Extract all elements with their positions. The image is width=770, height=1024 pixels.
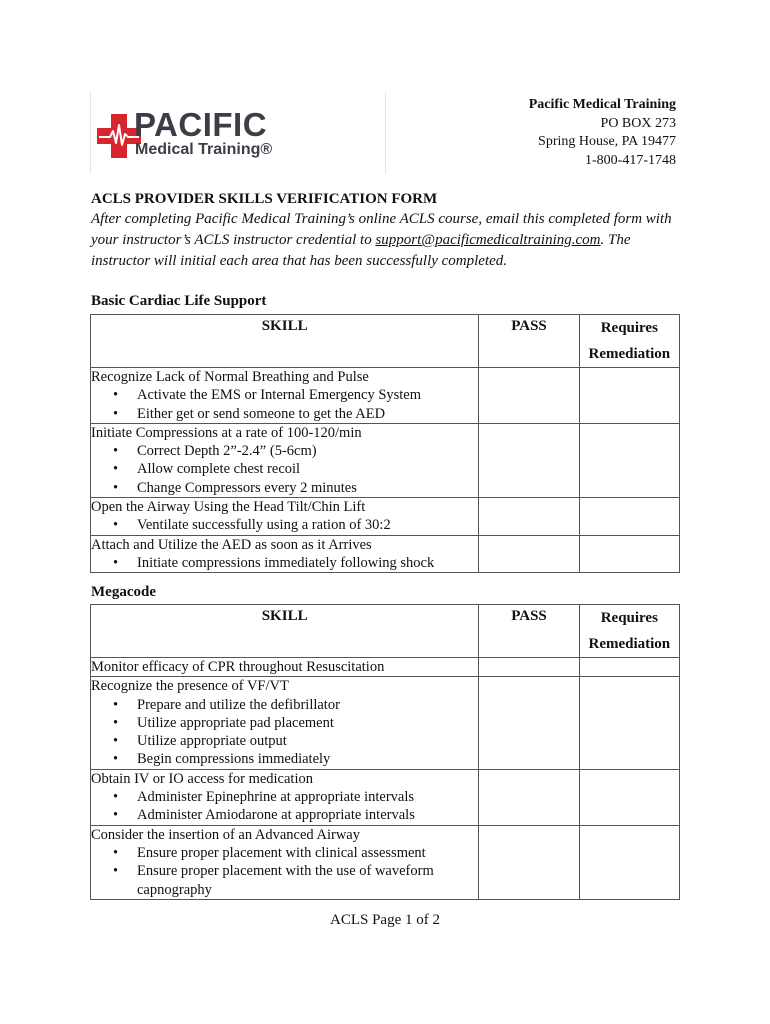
skill-cell [91,769,479,825]
table-row [91,535,680,573]
table-row [91,677,680,769]
skill-cell [91,535,479,573]
skill-bullet: • Ensure proper placement with clinical assessment [91,844,478,862]
skill-bullet: • Utilize appropriate pad placement [91,714,478,732]
skill-cell [91,825,479,899]
skill-bullet: • Utilize appropriate output [91,732,478,750]
remediation-cell[interactable] [579,498,679,536]
section-title-bcls: Basic Cardiac Life Support [91,293,267,309]
form-title: ACLS PROVIDER SKILLS VERIFICATION FORM [91,191,438,207]
section-title-megacode: Megacode [91,584,156,600]
skill-bullet: • Activate the EMS or Internal Emergency System [91,386,478,404]
remediation-column-header: Requires Remediation [579,315,679,368]
page-footer: ACLS Page 1 of 2 [330,912,440,928]
skill-main: Attach and Utilize the AED as soon as it Arrives [91,536,372,553]
skill-bullet: • Administer Amiodarone at appropriate intervals [91,806,478,824]
remediation-cell[interactable] [579,658,679,677]
skill-cell [91,368,479,424]
remediation-cell[interactable] [579,535,679,573]
skill-bullet: • Administer Epinephrine at appropriate intervals [91,788,478,806]
table-row [91,825,680,899]
pass-cell[interactable] [479,677,579,769]
table-row [91,423,680,497]
skill-cell [91,423,479,497]
skill-bullet: • Allow complete chest recoil [91,460,478,478]
bcls-skills-table [90,314,680,573]
skill-main: Initiate Compressions at a rate of 100-120/min [91,424,362,441]
skill-main: Monitor efficacy of CPR throughout Resuscitation [91,659,385,675]
skill-main: Obtain IV or IO access for medication [91,770,313,787]
pass-cell[interactable] [479,535,579,573]
skill-main: Recognize Lack of Normal Breathing and Pulse [91,369,369,385]
table-header-row [91,315,680,368]
remediation-cell[interactable] [579,423,679,497]
po-box: PO BOX 273 [600,115,676,131]
skill-bullet: • Prepare and utilize the defibrillator [91,696,478,714]
skill-bullet: • Either get or send someone to get the AED [91,405,478,423]
skill-main: Consider the insertion of an Advanced Airway [91,826,360,843]
table-row [91,658,680,677]
org-name: Pacific Medical Training [528,97,676,112]
skill-column-header: SKILL [91,605,479,658]
pass-cell[interactable] [479,368,579,424]
pass-column-header: PASS [479,315,579,368]
phone-number: 1-800-417-1748 [585,152,676,168]
remediation-cell[interactable] [579,368,679,424]
table-row [91,498,680,536]
support-email-link[interactable]: support@pacificmedicaltraining.com [375,232,601,248]
form-instructions [91,209,691,272]
skill-column-header: SKILL [91,315,479,368]
remediation-column-header: Requires Remediation [579,605,679,658]
table-row [91,769,680,825]
intro-text-2: . The instructor will initial each area that has been successfully completed. [91,232,631,269]
logo-wordmark: PACIFIC [134,106,268,143]
pass-cell[interactable] [479,825,579,899]
table-row [91,368,680,424]
pass-cell[interactable] [479,498,579,536]
remediation-cell[interactable] [579,677,679,769]
skill-cell [91,677,479,769]
skill-bullet: • Change Compressors every 2 minutes [91,479,478,497]
skill-bullet: • Ensure proper placement with the use of waveform capnography [91,862,478,899]
skill-bullet: • Initiate compressions immediately following shock [91,554,478,572]
pass-cell[interactable] [479,769,579,825]
remediation-cell[interactable] [579,825,679,899]
table-header-row [91,605,680,658]
skill-cell [91,498,479,536]
megacode-skills-table [90,604,680,900]
pass-column-header: PASS [479,605,579,658]
skill-cell [91,658,479,677]
intro-text-1: After completing Pacific Medical Training’s online ACLS course, email this completed form with your instructor’s ACLS instructor credential to [91,211,672,248]
remediation-cell[interactable] [579,769,679,825]
skill-bullet: • Ventilate successfully using a ration of 30:2 [91,516,478,534]
organization-address [529,96,676,170]
logo-subtitle: Medical Training® [135,141,273,158]
pass-cell[interactable] [479,658,579,677]
skill-main: Open the Airway Using the Head Tilt/Chin Lift [91,499,366,516]
skill-bullet: • Correct Depth 2”-2.4” (5-6cm) [91,442,478,460]
city-state-zip: Spring House, PA 19477 [538,134,676,149]
skill-bullet: • Begin compressions immediately [91,750,478,768]
skill-main: Recognize the presence of VF/VT [91,678,289,695]
pass-cell[interactable] [479,423,579,497]
logo [90,92,386,174]
